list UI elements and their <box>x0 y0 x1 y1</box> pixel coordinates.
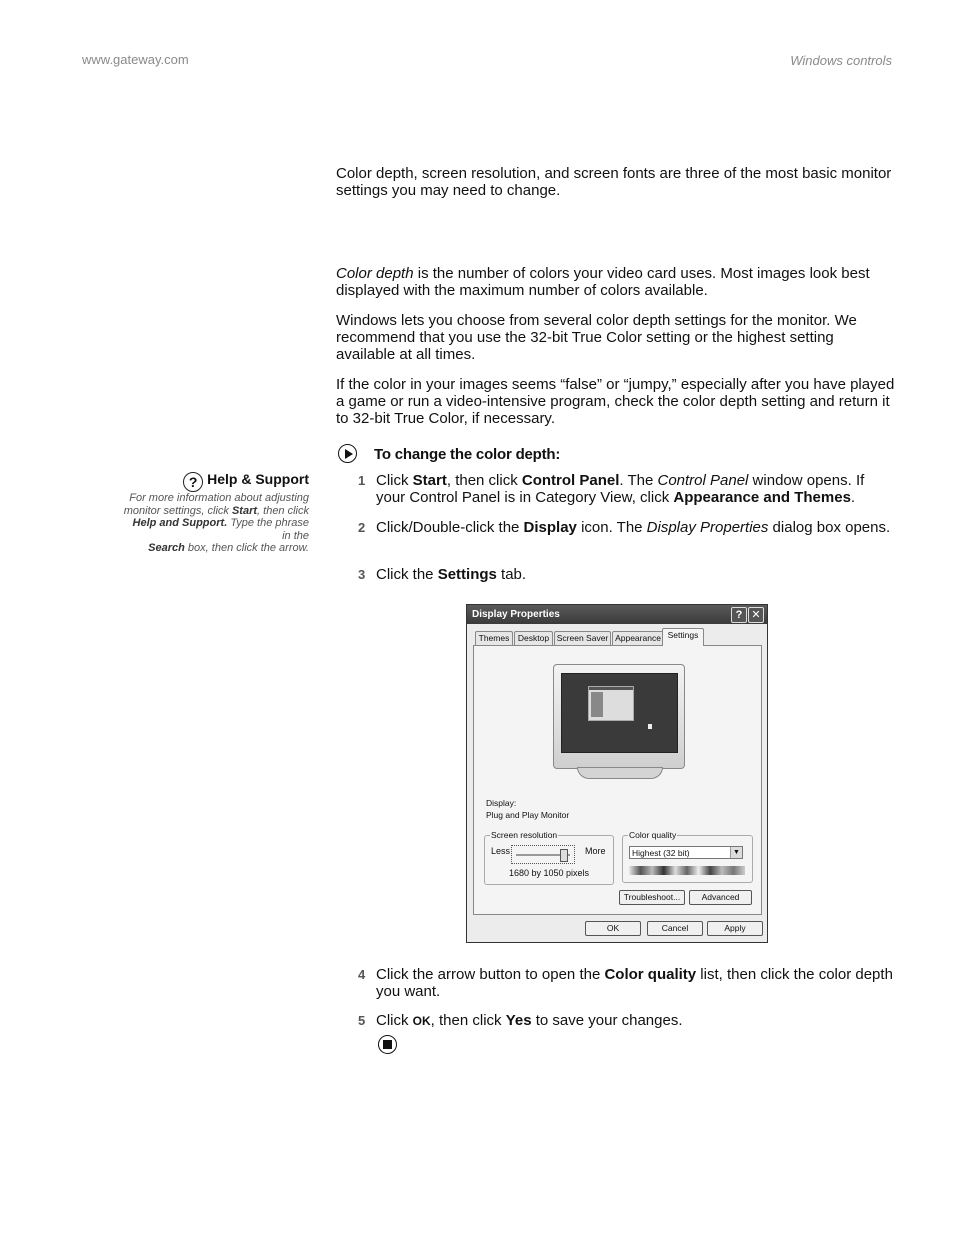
procedure-heading: To change the color depth: <box>338 444 560 463</box>
help-support-text: For more information about adjusting monitor settings, click Start, then click Help and Support. Type the phrase in the Search box, then click the arrow. <box>123 492 309 554</box>
intro-paragraph <box>336 165 896 199</box>
tab-desktop[interactable]: Desktop <box>514 631 553 645</box>
tab-settings[interactable]: Settings <box>662 628 704 646</box>
preview-window <box>588 686 634 721</box>
troubleshoot-text: If the color in your images seems “false” or “jumpy,” especially after you have played a game or run a video-intensive program, check the color depth setting and return it to 32-bit True Color, if necessary. <box>336 376 895 427</box>
screen-resolution-label: Screen resolution <box>491 830 558 840</box>
monitor-stand <box>577 767 663 779</box>
color-quality-group <box>622 830 753 883</box>
cancel-button[interactable]: Cancel <box>647 921 703 936</box>
display-properties-dialog <box>466 604 768 943</box>
step-4: 4 Click the arrow button to open the Color quality list, then click the color depth you want. <box>358 966 893 1000</box>
color-quality-preview-bar <box>629 866 745 875</box>
step-1: 1 Click Start, then click Control Panel. The Control Panel window opens. If your Control Panel is in Category View, click Appearance and Themes. <box>358 472 865 506</box>
header-section-title: Windows controls <box>790 53 892 68</box>
troubleshoot-paragraph <box>336 376 896 427</box>
color-quality-select[interactable]: Highest (32 bit) ▼ <box>629 846 743 859</box>
settings-panel <box>473 645 762 915</box>
monitor-preview <box>553 664 685 769</box>
dialog-title: Display Properties <box>472 609 560 620</box>
monitor-screen <box>561 673 678 753</box>
slider-thumb[interactable] <box>560 849 568 862</box>
step-3: 3 Click the Settings tab. <box>358 566 527 583</box>
color-depth-term: Color depth <box>336 265 414 282</box>
tab-screen-saver[interactable]: Screen Saver <box>554 631 611 645</box>
color-depth-paragraph <box>336 265 896 299</box>
close-button[interactable]: ✕ <box>748 607 764 623</box>
color-quality-label: Color quality <box>629 830 677 840</box>
help-and-support-term: Help and Support. <box>132 517 228 529</box>
more-label: More <box>585 846 606 856</box>
help-support-sidebar <box>100 468 309 555</box>
color-depth-definition: is the number of colors your video card uses. Most images look best displayed with the maximum number of colors available. <box>336 265 870 299</box>
step-2: 2 Click/Double-click the Display icon. The Display Properties dialog box opens. <box>358 519 891 536</box>
display-value: Plug and Play Monitor <box>486 810 570 820</box>
apply-button[interactable]: Apply <box>707 921 763 936</box>
troubleshoot-button[interactable]: Troubleshoot... <box>619 890 685 905</box>
resolution-value: 1680 by 1050 pixels <box>509 868 590 878</box>
help-button[interactable]: ? <box>731 607 747 623</box>
less-label: Less <box>491 846 511 856</box>
step-5: 5 Click OK, then click Yes to save your changes. <box>358 1012 683 1029</box>
tab-appearance[interactable]: Appearance <box>612 631 664 645</box>
dialog-title-bar <box>467 605 767 624</box>
help-icon: ? <box>183 472 203 492</box>
recommendation-paragraph <box>336 312 896 363</box>
help-start-term: Start <box>231 504 258 517</box>
chevron-down-icon[interactable]: ▼ <box>730 847 742 858</box>
resolution-slider[interactable] <box>511 845 575 864</box>
intro-text: Color depth, screen resolution, and screen fonts are three of the most basic monitor settings you may need to change. <box>336 165 892 199</box>
screen-resolution-group <box>484 830 614 885</box>
advanced-button[interactable]: Advanced <box>689 890 752 905</box>
stop-icon <box>378 1035 397 1054</box>
search-term: Search <box>148 542 185 554</box>
preview-icon <box>648 724 652 729</box>
display-label: Display: <box>486 798 517 808</box>
recommendation-text: Windows lets you choose from several color depth settings for the monitor. We recommend that you use the 32-bit True Color setting or the highest setting available at all times. <box>336 312 857 363</box>
help-support-title: ? Help & Support <box>100 468 309 492</box>
header-website: www.gateway.com <box>82 52 189 67</box>
ok-button[interactable]: OK <box>585 921 641 936</box>
tab-themes[interactable]: Themes <box>475 631 513 645</box>
play-icon <box>338 444 357 463</box>
